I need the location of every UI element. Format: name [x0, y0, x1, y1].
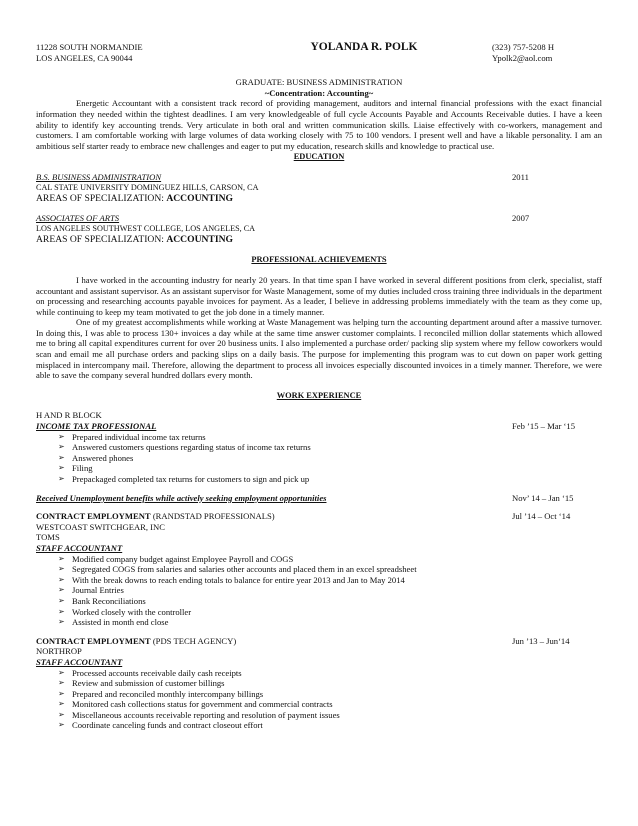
arrow-bullet-icon: ➢ — [58, 431, 65, 441]
arrow-bullet-icon: ➢ — [58, 574, 65, 584]
education-entry — [36, 172, 602, 204]
arrow-bullet-icon: ➢ — [58, 474, 65, 483]
arrow-bullet-icon: ➢ — [58, 667, 65, 677]
work-experience-title: WORK EXPERIENCE — [276, 390, 362, 400]
degree: B.S. BUSINESS ADMINISTRATION — [36, 171, 162, 182]
unemployment-text: Received Unemployment benefits while actively seeking employment opportunities — [36, 492, 327, 503]
company-name: WESTCOAST SWITCHGEAR, INC — [36, 521, 165, 532]
job-hr-block — [36, 410, 602, 484]
graduation-year: 2011 — [512, 171, 529, 182]
areas-value: ACCOUNTING — [166, 193, 233, 205]
duty-item: ➢ Assisted in month end close — [58, 617, 169, 628]
resume-page — [36, 30, 602, 731]
arrow-bullet-icon: ➢ — [58, 595, 65, 605]
achievements-paragraph-1: I have worked in the accounting industry for nearly 20 years. In that time span I have worked in several different positions from clerk, specialist, staff accountant and assistant supervisor. As an assistant supervisor for Waste Management, some of my duties included cross training three individuals in the department on processing and researching accounts payable invoices for payment. As a leader, I believe in addressing problems immediately with the team as they come up, while continuing to keep my team motivated to get the job done in a timely manner. — [36, 274, 602, 317]
company-name: H AND R BLOCK — [36, 410, 102, 421]
duty-item: ➢ Answered customers questions regarding status of income tax returns — [58, 442, 311, 453]
contact-block — [492, 32, 602, 63]
arrow-bullet-icon: ➢ — [58, 606, 65, 616]
duty-item: ➢ Worked closely with the controller — [58, 606, 192, 617]
areas-label: AREAS OF SPECIALIZATION: — [36, 193, 167, 205]
job-title: STAFF ACCOUNTANT — [36, 656, 123, 667]
areas-label: AREAS OF SPECIALIZATION: — [36, 234, 167, 246]
areas-value: ACCOUNTING — [166, 234, 233, 246]
duty-item: ➢ Miscellaneous accounts receivable reporting and resolution of payment issues — [58, 709, 340, 720]
duty-item: ➢ Modified company budget against Employee Payroll and COGS — [58, 553, 294, 564]
arrow-bullet-icon: ➢ — [58, 678, 65, 688]
job-dates: Jul ’14 – Oct ‘14 — [512, 511, 571, 522]
duty-item: ➢ Processed accounts receivable daily cash receipts — [58, 667, 242, 678]
areas-of-specialization — [36, 234, 602, 245]
duties-list — [36, 432, 602, 485]
duty-item: ➢ Prepared and reconciled monthly intercompany billings — [58, 688, 264, 699]
duty-item: ➢ Prepackaged completed tax returns for customers to sign and pick up — [58, 474, 310, 484]
duty-item: ➢ Segregated COGS from salaries and salaries other accounts and placed them in an excel spreadsheet — [58, 564, 417, 575]
applicant-name: YOLANDA R. POLK — [310, 41, 418, 53]
job-dates: Feb ’15 – Mar ‘15 — [512, 421, 576, 432]
duty-item: ➢ Prepared individual income tax returns — [58, 431, 206, 442]
arrow-bullet-icon: ➢ — [58, 688, 65, 698]
achievements-title: PROFESSIONAL ACHIEVEMENTS — [251, 255, 387, 265]
job-pds — [36, 636, 602, 731]
arrow-bullet-icon: ➢ — [58, 617, 65, 627]
job-dates: Jun ’13 – Jun‘14 — [512, 635, 570, 646]
achievements-paragraph-2: One of my greatest accomplishments while working at Waste Management was helping turn the accounting department around after a massive turnover. In doing this, I was able to process 130+ invoices a day while at the same time answer customer complaints. I reconciled million dollar statements which allowed me to bring all capital expenditures current for over 20 business units. I also implemented a purchase order/ packing slip system where my fellow coworkers would scan and email me all purchase orders and packing slips on a daily basis. The purpose for implementing this program was to cut down on paper work getting misplaced in intercompany mail. Therefore, allowing the department to process all invoices especially discounted invoices in a timely manner. Therefore, we were able to save the company several hundred dollars every month. — [36, 317, 602, 381]
duty-item: ➢ Review and submission of customer billings — [58, 678, 225, 689]
email-address: Ypolk2@aol.com — [492, 52, 553, 63]
phone-number: (323) 757-5208 H — [492, 42, 555, 52]
duty-item: ➢ Coordinate canceling funds and contract closeout effort — [58, 720, 263, 731]
address-line-2: LOS ANGELES, CA 90044 — [36, 52, 133, 63]
graduation-year: 2007 — [512, 213, 530, 224]
summary-paragraph: Energetic Accountant with a consistent track record of providing management, auditors and internal financial professions with the exact financial information they needed within the tightest deadlines. I am very knowledgeable of full cycle Accounts Payable and Accounts Receivable duties. I have a keen ability to identify key accounting trends. Very articulate in both oral and written communication skills. Liaise effectively with co-workers, management and customers. I am comfortable working with large volumes of data working closely with 75 to 100 vendors. I present well and have a likable personality. I am an ambitious self starter ready to embrace new challenges and eager to put my education, research skills and knowledge to practical use. — [36, 98, 602, 151]
duties-list — [36, 668, 602, 732]
arrow-bullet-icon: ➢ — [58, 452, 65, 462]
arrow-bullet-icon: ➢ — [58, 585, 65, 595]
employment-type: CONTRACT EMPLOYMENT (PDS TECH AGENCY) — [36, 635, 237, 646]
degree: ASSOCIATES OF ARTS — [36, 213, 120, 224]
school-name: LOS ANGELES SOUTHWEST COLLEGE, LOS ANGELES, CA — [36, 223, 256, 233]
duty-item: ➢ Answered phones — [58, 452, 134, 463]
resume-header — [36, 30, 602, 63]
address-block — [36, 42, 236, 63]
arrow-bullet-icon: ➢ — [58, 699, 65, 709]
unemployment-entry — [36, 493, 602, 504]
objective-line-1: GRADUATE: BUSINESS ADMINISTRATION — [235, 77, 403, 88]
job-title: STAFF ACCOUNTANT — [36, 542, 123, 553]
duty-item: ➢ Monitored cash collections status for government and commercial contracts — [58, 699, 333, 710]
school-name: CAL STATE UNIVERSITY DOMINGUEZ HILLS, CARSON, CA — [36, 182, 259, 192]
objective-line-2: ~Concentration: Accounting~ — [264, 87, 374, 98]
duty-item: ➢ With the break downs to reach ending totals to balance for entire year 2013 and Jan to May 2014 — [58, 574, 405, 585]
duty-item: ➢ Filing — [58, 463, 93, 474]
unemployment-dates: Nov’ 14 – Jan ‘15 — [512, 492, 574, 503]
arrow-bullet-icon: ➢ — [58, 564, 65, 574]
job-randstad — [36, 511, 602, 628]
duty-item: ➢ Bank Reconciliations — [58, 595, 146, 606]
education-title: EDUCATION — [293, 152, 345, 162]
employment-type: CONTRACT EMPLOYMENT (RANDSTAD PROFESSIONALS) — [36, 511, 275, 522]
arrow-bullet-icon: ➢ — [58, 553, 65, 563]
job-title: INCOME TAX PROFESSIONAL — [36, 421, 157, 432]
company-name: NORTHROP — [36, 646, 82, 657]
arrow-bullet-icon: ➢ — [58, 709, 65, 719]
arrow-bullet-icon: ➢ — [58, 463, 65, 473]
duty-item: ➢ Journal Entries — [58, 585, 124, 596]
arrow-bullet-icon: ➢ — [58, 720, 65, 730]
company-name-2: TOMS — [36, 532, 60, 543]
areas-of-specialization — [36, 193, 602, 204]
education-entry — [36, 213, 602, 245]
arrow-bullet-icon: ➢ — [58, 442, 65, 452]
duties-list — [36, 554, 602, 628]
address-line-1: 11228 SOUTH NORMANDIE — [36, 42, 143, 52]
